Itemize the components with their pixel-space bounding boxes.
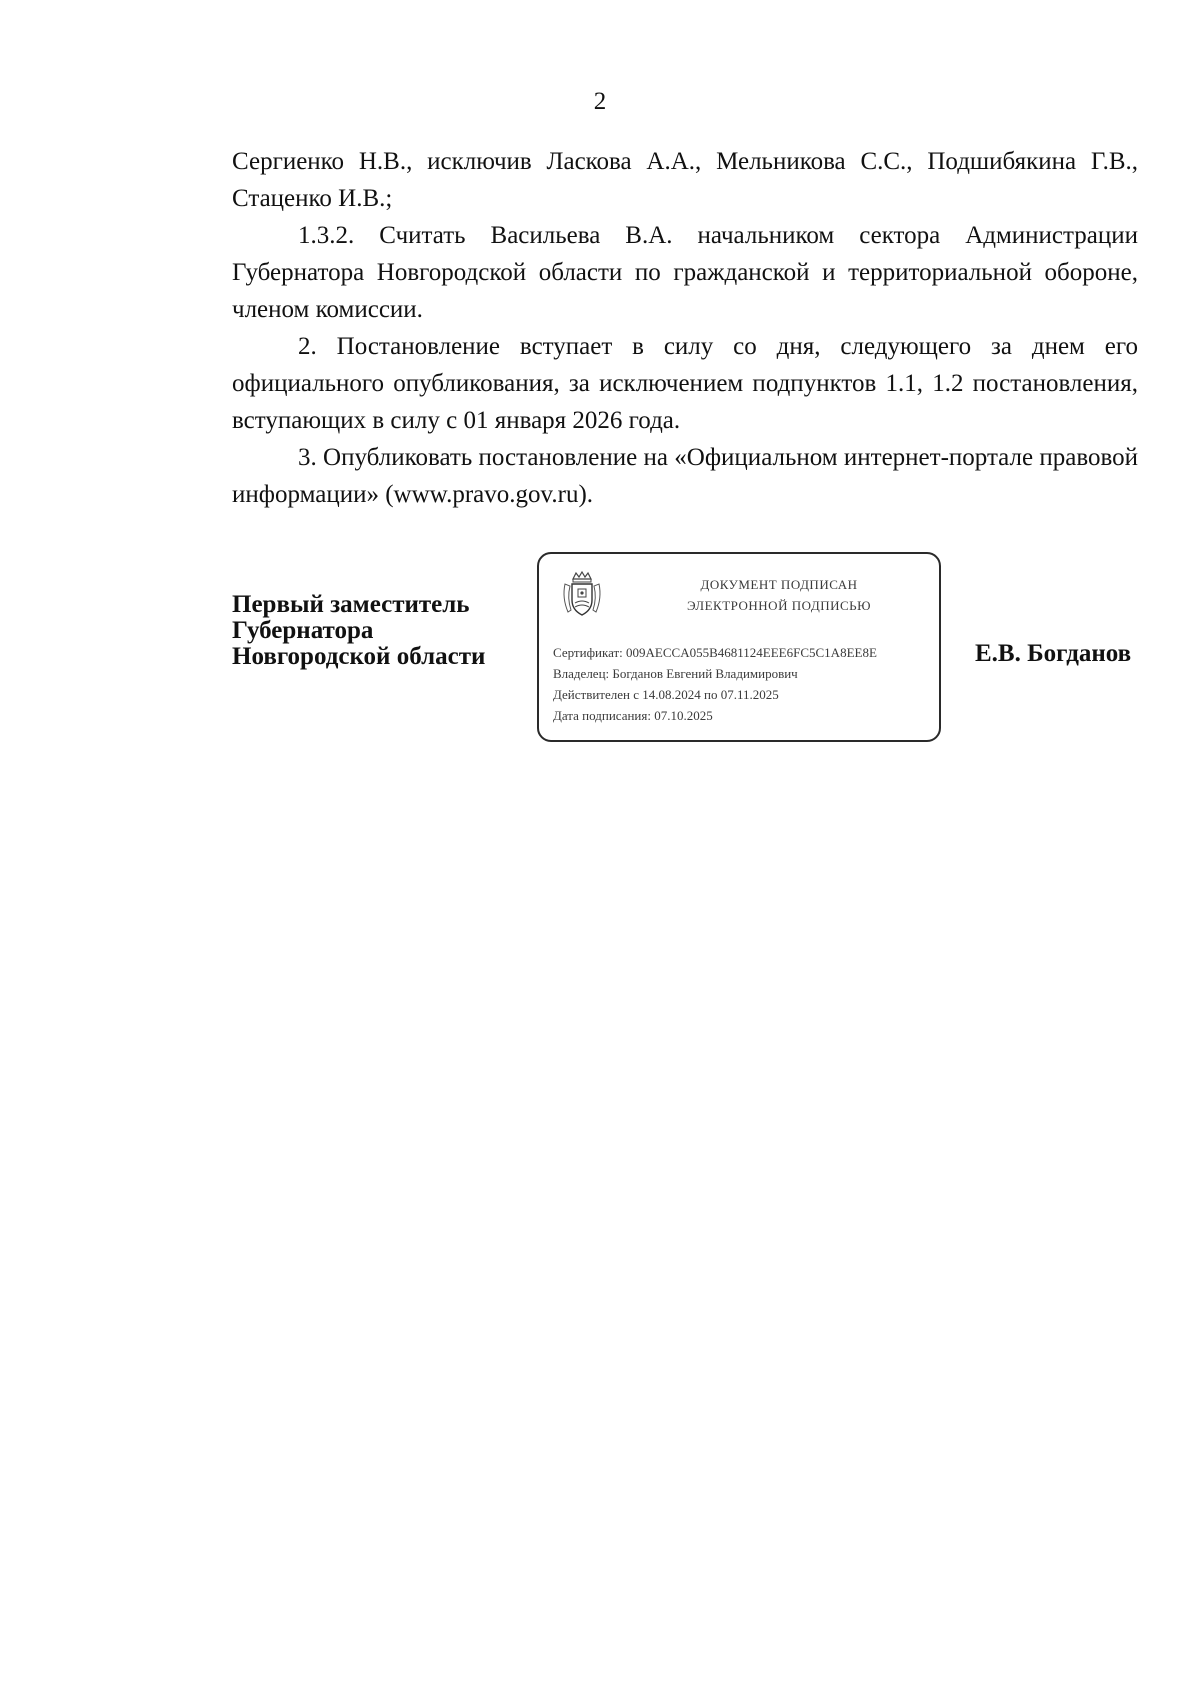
body-text [232, 143, 1138, 513]
stamp-validity: Действителен с 14.08.2024 по 07.11.2025 [553, 687, 779, 702]
page-number: 2 [593, 88, 607, 115]
stamp-certificate: Сертификат: 009AECCA055B4681124EEE6FC5C1A8EE8E [553, 645, 877, 660]
signer-title-line: Новгородской области [232, 643, 486, 670]
paragraph-1-3-2: 1.3.2. Считать Васильева В.А. начальником сектора Администрации Губернатора Новгородской области по гражданской и территориальной обороне, членом комиссии. [232, 222, 1138, 323]
stamp-signed-date: Дата подписания: 07.10.2025 [553, 708, 713, 723]
signer-title [232, 592, 485, 670]
stamp-header-line: ЭЛЕКТРОННОЙ ПОДПИСЬЮ [687, 598, 871, 613]
signer-title-line: Губернатора [232, 617, 374, 644]
stamp-header-line: ДОКУМЕНТ ПОДПИСАН [700, 577, 858, 592]
coat-of-arms-icon [559, 570, 605, 618]
signer-name: Е.В. Богданов [975, 640, 1132, 667]
stamp-owner: Владелец: Богданов Евгений Владимирович [553, 666, 798, 681]
paragraph-2: 2. Постановление вступает в силу со дня, следующего за днем его официального опубликования, за исключением подпунктов 1.1, 1.2 постановления, вступающих в силу с 01 января 2026 года. [232, 333, 1138, 434]
stamp-header [629, 574, 929, 616]
paragraph-continuation: Сергиенко Н.В., исключив Ласкова А.А., Мельникова С.С., Подшибякина Г.В., Стаценко И.В.; [232, 148, 1138, 212]
signer-title-line: Первый заместитель [232, 591, 470, 618]
paragraph-3: 3. Опубликовать постановление на «Официальном интернет-портале правовой информации» (www.pravo.gov.ru). [232, 444, 1138, 508]
stamp-details [553, 642, 877, 726]
electronic-signature-stamp [537, 552, 941, 742]
